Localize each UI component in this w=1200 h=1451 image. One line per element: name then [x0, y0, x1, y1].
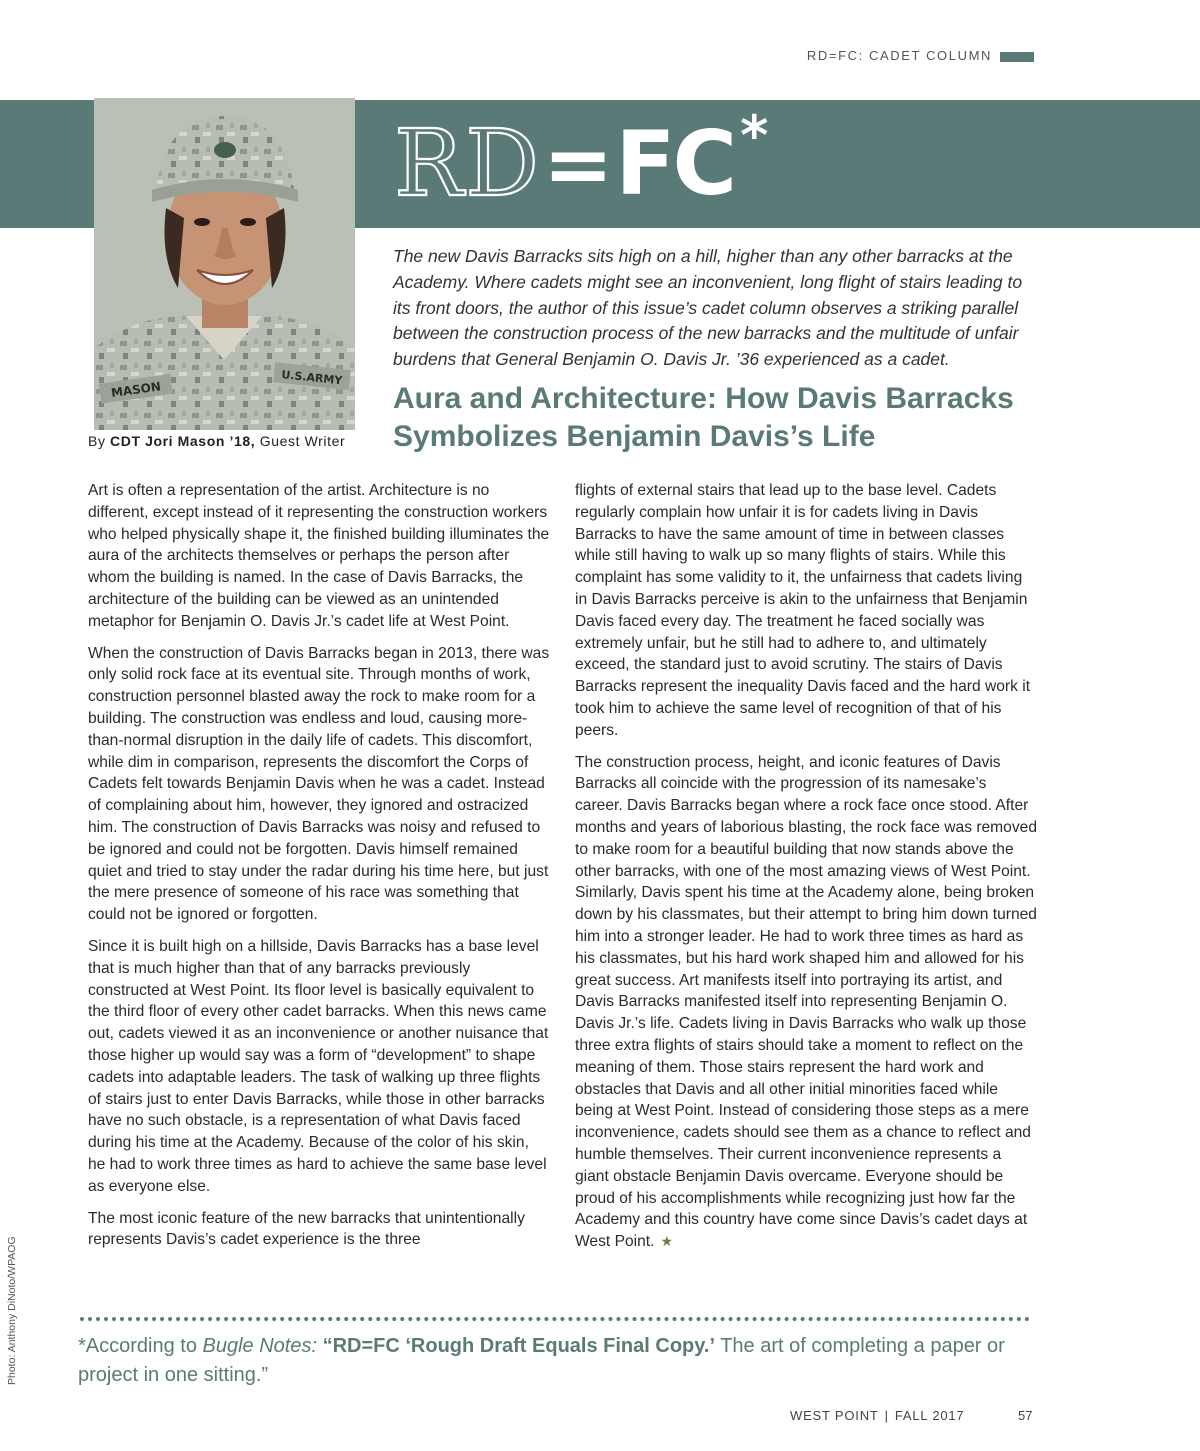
dotted-divider	[80, 1317, 1030, 1321]
article-headline: Aura and Architecture: How Davis Barracks Symbolizes Benjamin Davis’s Life	[393, 382, 1014, 453]
svg-text:MASON: MASON	[110, 379, 162, 401]
footnote	[78, 1332, 1038, 1390]
body-paragraph-text: The construction process, height, and iconic features of Davis Barracks all coincide with the progression of its namesake’s career. Davis Barracks began where a rock face once stood. After months and years of laborious blasting, the rock face was removed to make room for a beautiful building that now stands above the other barracks, with one of the most amazing views of West Point. Similarly, Davis spent his time at the Academy alone, being broken down by his classmates, but their attempt to bring him down turned him into a stronger leader. He had to work three times as hard as his classmates, but his hard work shaped him and allowed for his great success. Art manifests itself into portraying its artist, and Davis Barracks manifested itself into representing Benjamin O. Davis Jr.’s life. Cadets living in Davis Barracks who walk up those three extra flights of stairs should take a moment to reflect on the meaning of them. Those stairs represent the hard work and obstacles that Davis and all other initial minorities faced while being at West Point. Instead of considering those steps as a mere inconvenience, cadets should see them as a chance to reflect and humble themselves. Their current inconvenience represents a giant obstacle Benjamin Davis overcame. Everyone should be proud of his accomplishments while recognizing just how far the Academy and this country have come since Davis’s cadet days at West Point.	[575, 753, 1037, 1251]
section-label-bar	[1000, 52, 1034, 62]
body-paragraph: When the construction of Davis Barracks began in 2013, there was only solid rock face at its eventual site. Through months of work, construction personnel blasted away the rock to make room for a building. The construction was endless and loud, causing more-than-normal disruption in the daily life of cadets. This discomfort, while dim in comparison, represents the discomfort the Corps of Cadets felt towards Benjamin Davis when he was a cadet. Instead of complaining about him, however, they ignored and ostracized him. The construction of Davis Barracks was noisy and refused to be ignored and could not be forgotten. Davis himself remained quiet and tried to stay under the radar during his time here, but just the mere presence of someone of his race was something that could not be ignored or forgotten.	[88, 644, 550, 924]
masthead-rd: RD	[394, 110, 542, 217]
footnote-prefix: *According to	[78, 1335, 203, 1357]
byline-prefix: By	[88, 433, 111, 449]
body-paragraph: Art is often a representation of the artist. Architecture is no different, except instead of it representing the construction workers who helped physically shape it, the finished building illuminates the aura of the architects themselves or perhaps the person after whom the building is named. In the case of Davis Barracks, the architecture of the building can be viewed as an unintended metaphor for Benjamin O. Davis Jr.’s cadet life at West Point.	[88, 482, 550, 630]
body-paragraph-final	[575, 752, 1037, 1253]
end-star-icon: ★	[660, 1233, 674, 1250]
masthead	[394, 104, 768, 224]
section-label: RD=FC: CADET COLUMN	[806, 48, 992, 63]
body-paragraph: The most iconic feature of the new barracks that unintentionally represents Davis’s cadet experience is the three	[88, 1209, 525, 1249]
footer-issue: FALL 2017	[894, 1408, 965, 1423]
masthead-fc: FC	[615, 112, 735, 215]
byline-role: Guest Writer	[255, 433, 346, 449]
body-paragraph: flights of external stairs that lead up to the base level. Cadets regularly complain how unfair it is for cadets living in Davis Barracks to have the same amount of time in between classes while still having to walk up so many flights of stairs. While this complaint has some validity to it, the unfairness that cadets living in Davis Barracks perceive is akin to the unfairness that Benjamin Davis faced every day. The treatment he faced socially was extremely unfair, but he still had to adhere to, and ultimately exceed, the standard just to avoid scrutiny. The stairs of Davis Barracks represent the inequality Davis faced and the hard work it took him to achieve the same level of recognition of that of his peers.	[575, 482, 1031, 739]
body-column-right	[575, 480, 1037, 1263]
intro-deck: The new Davis Barracks sits high on a hill, higher than any other barracks at the Academy. Where cadets might see an inconvenient, long flight of stairs leading to its front doors, the author of this issue’s cadet column observes a striking parallel between the construction process of the new barracks and the multitude of unfair burdens that General Benjamin O. Davis Jr. ’36 experienced as a cadet.	[393, 246, 1023, 370]
masthead-equals: =	[543, 115, 614, 213]
photo-credit: Photo: Anthony DiNoto/WPAOG	[6, 1236, 18, 1385]
masthead-asterisk: *	[740, 104, 769, 167]
body-paragraph: Since it is built high on a hillside, Davis Barracks has a base level that is much higher than that of any barracks previously constructed at West Point. Its floor level is basically equivalent to the third floor of every other cadet barracks. When this news came out, cadets viewed it as an inconvenience or another nuisance that those higher up would say was a form of “development” to shape cadets into adaptable leaders. The task of walking up three flights of stairs just to enter Davis Barracks, while those in other barracks have no such obstacle, is a representation of what Davis faced during his time at the Academy. Because of the color of his skin, he had to work three times as hard to achieve the same base level as everyone else.	[88, 937, 549, 1195]
footnote-definition: “RD=FC ‘Rough Draft Equals Final Copy.’	[317, 1335, 716, 1357]
page-number: 57	[1018, 1408, 1033, 1423]
author-portrait-image	[94, 98, 355, 430]
page-footer	[790, 1408, 964, 1423]
footer-publication: WEST POINT	[790, 1408, 879, 1423]
body-column-left	[88, 480, 550, 1261]
footer-separator: |	[884, 1408, 889, 1423]
footnote-rest: The art of completing a paper or project in one sitting.”	[78, 1335, 1005, 1386]
footnote-source: Bugle Notes:	[202, 1335, 318, 1357]
svg-text:U.S.ARMY: U.S.ARMY	[280, 368, 343, 388]
byline	[88, 433, 368, 449]
author-photo	[94, 98, 355, 430]
byline-author: CDT Jori Mason ’18,	[110, 433, 256, 449]
